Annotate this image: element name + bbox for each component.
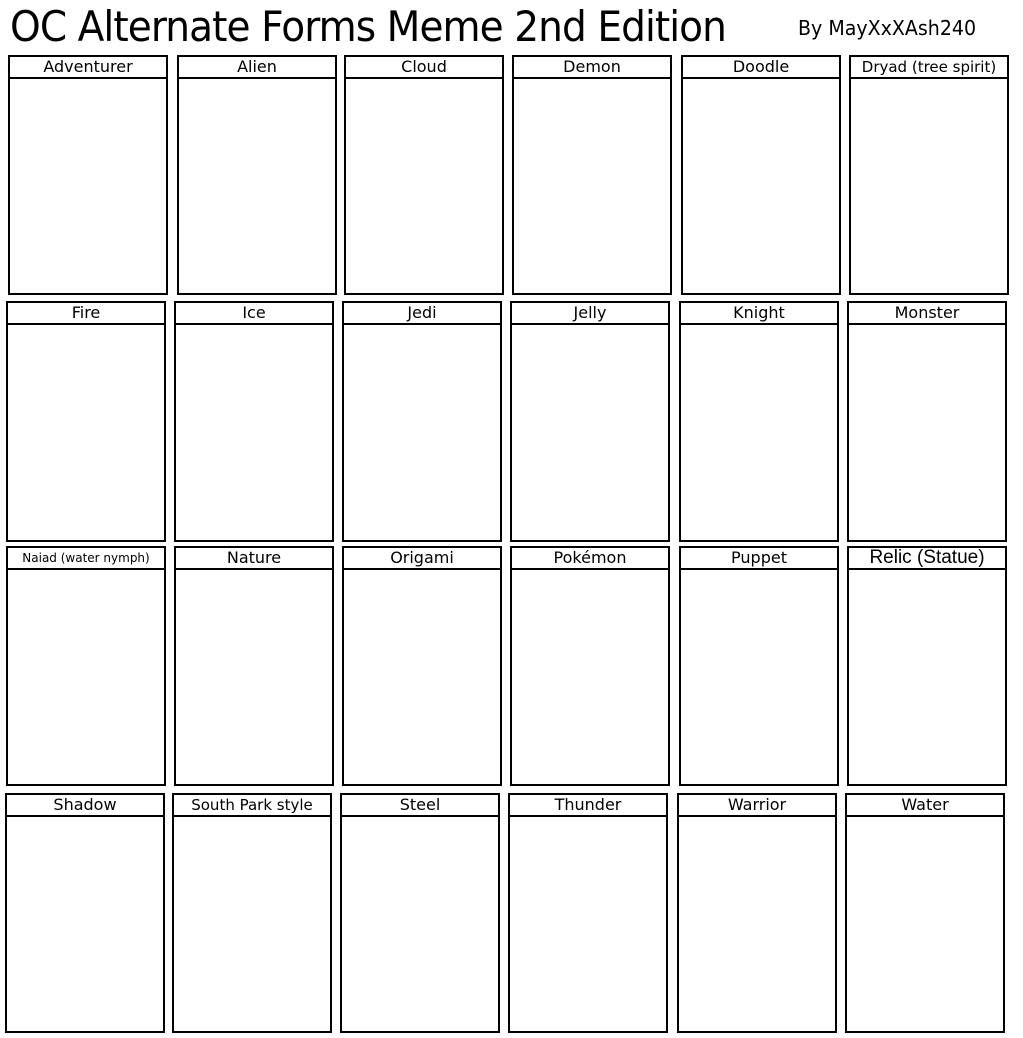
form-panel-cloud	[344, 55, 504, 295]
form-label-fire: Fire	[8, 303, 164, 325]
drawing-area	[849, 570, 1005, 784]
form-panel-dryad-tree-spirit	[849, 55, 1009, 295]
form-panel-thunder	[508, 793, 668, 1033]
form-panel-puppet	[679, 546, 839, 786]
form-label-water: Water	[847, 795, 1003, 817]
form-panel-demon	[512, 55, 672, 295]
drawing-area	[851, 79, 1007, 293]
form-label-jedi: Jedi	[344, 303, 500, 325]
form-panel-doodle	[681, 55, 841, 295]
form-label-alien: Alien	[179, 57, 335, 79]
drawing-area	[679, 817, 835, 1031]
form-label-nature: Nature	[176, 548, 332, 570]
drawing-area	[344, 325, 500, 540]
drawing-area	[176, 325, 332, 540]
form-panel-origami	[342, 546, 502, 786]
form-panel-water	[845, 793, 1005, 1033]
form-label-cloud: Cloud	[346, 57, 502, 79]
page-title: OC Alternate Forms Meme 2nd Edition	[10, 2, 726, 51]
form-label-demon: Demon	[514, 57, 670, 79]
drawing-area	[7, 817, 163, 1031]
form-label-puppet: Puppet	[681, 548, 837, 570]
form-label-shadow: Shadow	[7, 795, 163, 817]
drawing-area	[8, 570, 164, 784]
drawing-area	[514, 79, 670, 293]
drawing-area	[176, 570, 332, 784]
form-label-steel: Steel	[342, 795, 498, 817]
form-label-pok-mon: Pokémon	[512, 548, 668, 570]
form-panel-shadow	[5, 793, 165, 1033]
form-panel-south-park-style	[172, 793, 332, 1033]
form-panel-steel	[340, 793, 500, 1033]
form-panel-jelly	[510, 301, 670, 542]
form-panel-monster	[847, 301, 1007, 542]
form-label-naiad-water-nymph: Naiad (water nymph)	[8, 548, 164, 570]
drawing-area	[8, 325, 164, 540]
form-label-ice: Ice	[176, 303, 332, 325]
form-panel-pok-mon	[510, 546, 670, 786]
form-panel-relic-statue	[847, 546, 1007, 786]
drawing-area	[681, 570, 837, 784]
drawing-area	[174, 817, 330, 1031]
form-panel-adventurer	[8, 55, 168, 295]
form-label-doodle: Doodle	[683, 57, 839, 79]
form-label-thunder: Thunder	[510, 795, 666, 817]
drawing-area	[344, 570, 500, 784]
drawing-area	[683, 79, 839, 293]
drawing-area	[847, 817, 1003, 1031]
form-label-relic-statue: Relic (Statue)	[849, 548, 1005, 570]
form-panel-knight	[679, 301, 839, 542]
form-label-adventurer: Adventurer	[10, 57, 166, 79]
drawing-area	[681, 325, 837, 540]
form-label-knight: Knight	[681, 303, 837, 325]
drawing-area	[342, 817, 498, 1031]
drawing-area	[512, 570, 668, 784]
form-panel-alien	[177, 55, 337, 295]
drawing-area	[510, 817, 666, 1031]
drawing-area	[849, 325, 1005, 540]
form-panel-naiad-water-nymph	[6, 546, 166, 786]
form-label-dryad-tree-spirit: Dryad (tree spirit)	[851, 57, 1007, 79]
form-label-origami: Origami	[344, 548, 500, 570]
form-panel-nature	[174, 546, 334, 786]
drawing-area	[10, 79, 166, 293]
form-panel-warrior	[677, 793, 837, 1033]
form-label-monster: Monster	[849, 303, 1005, 325]
form-label-warrior: Warrior	[679, 795, 835, 817]
form-label-south-park-style: South Park style	[174, 795, 330, 817]
drawing-area	[512, 325, 668, 540]
form-panel-ice	[174, 301, 334, 542]
drawing-area	[346, 79, 502, 293]
drawing-area	[179, 79, 335, 293]
form-label-jelly: Jelly	[512, 303, 668, 325]
author-credit: By MayXxXAsh240	[798, 16, 977, 40]
form-panel-fire	[6, 301, 166, 542]
form-panel-jedi	[342, 301, 502, 542]
